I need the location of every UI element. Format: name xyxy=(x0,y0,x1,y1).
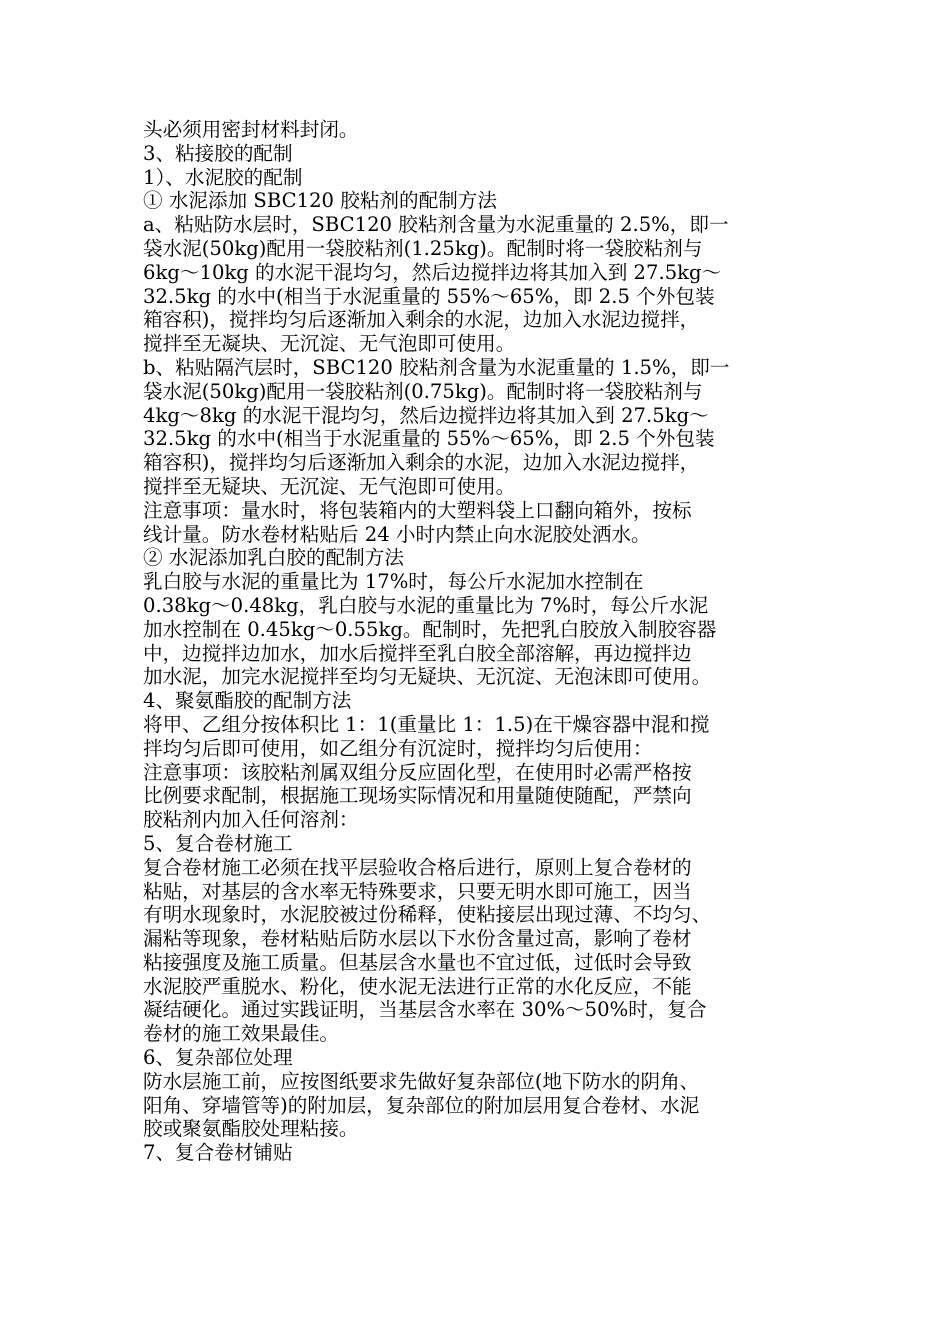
text-line: 箱容积)，搅拌均匀后逐渐加入剩余的水泥，边加入水泥边搅拌， xyxy=(143,308,700,332)
section-heading: 3、粘接胶的配制 xyxy=(143,141,293,165)
text-line: 将甲、乙组分按体积比 1：1(重量比 1：1.5)在干燥容器中混和搅 xyxy=(143,712,710,736)
method-heading: ① 水泥添加 SBC120 胶粘剂的配制方法 xyxy=(143,189,497,213)
note-line: 注意事项：该胶粘剂属双组分反应固化型，在使用时必需严格按 xyxy=(143,760,692,784)
subsection-heading: 1）、水泥胶的配制 xyxy=(143,165,303,189)
text-line: 复合卷材施工必须在找平层验收合格后进行，原则上复合卷材的 xyxy=(143,855,692,879)
text-line: 32.5kg 的水中(相当于水泥重量的 55%～65%，即 2.5 个外包装 xyxy=(143,427,715,451)
note-line: 比例要求配制，根据施工现场实际情况和用量随使随配，严禁向 xyxy=(143,784,692,808)
section-heading: 4、聚氨酯胶的配制方法 xyxy=(143,689,352,713)
text-line: 加水泥，加完水泥搅拌至均匀无疑块、无沉淀、无泡沫即可使用。 xyxy=(143,665,712,689)
text-line: 搅拌至无疑块、无沉淀、无气泡即可使用。 xyxy=(143,474,516,498)
text-line: 4kg～8kg 的水泥干混均匀，然后边搅拌边将其加入到 27.5kg～ xyxy=(143,403,709,427)
text-line: a、粘贴防水层时，SBC120 胶粘剂含量为水泥重量的 2.5%，即一 xyxy=(143,213,729,237)
section-heading: 5、复合卷材施工 xyxy=(143,831,293,855)
text-line: 水泥胶严重脱水、粉化，使水泥无法进行正常的水化反应，不能 xyxy=(143,974,692,998)
text-line: 0.38kg～0.48kg，乳白胶与水泥的重量比为 7%时，每公斤水泥 xyxy=(143,593,709,617)
note-line: 胶粘剂内加入任何溶剂： xyxy=(143,808,359,832)
text-line: 箱容积)，搅拌均匀后逐渐加入剩余的水泥，边加入水泥边搅拌， xyxy=(143,451,700,475)
text-line: 粘接强度及施工质量。但基层含水量也不宜过低，过低时会导致 xyxy=(143,950,692,974)
note-line: 注意事项：量水时，将包装箱内的大塑料袋上口翻向箱外，按标 xyxy=(143,498,692,522)
text-line: 袋水泥(50kg)配用一袋胶粘剂(1.25kg)。配制时将一袋胶粘剂与 xyxy=(143,236,703,260)
section-heading: 6、复杂部位处理 xyxy=(143,1046,293,1070)
note-line: 线计量。防水卷材粘贴后 24 小时内禁止向水泥胶处洒水。 xyxy=(143,522,651,546)
text-line: 袋水泥(50kg)配用一袋胶粘剂(0.75kg)。配制时将一袋胶粘剂与 xyxy=(143,379,703,403)
text-line: 防水层施工前，应按图纸要求先做好复杂部位(地下防水的阴角、 xyxy=(143,1069,700,1093)
method-heading: ② 水泥添加乳白胶的配制方法 xyxy=(143,546,404,570)
text-line: 搅拌至无凝块、无沉淀、无气泡即可使用。 xyxy=(143,332,516,356)
text-line: 粘贴，对基层的含水率无特殊要求，只要无明水即可施工，因当 xyxy=(143,879,692,903)
text-line: 加水控制在 0.45kg～0.55kg。配制时，先把乳白胶放入制胶容器 xyxy=(143,617,717,641)
text-line: 头必须用密封材料封闭。 xyxy=(143,118,359,141)
text-line: 6kg～10kg 的水泥干混均匀，然后边搅拌边将其加入到 27.5kg～ xyxy=(143,260,722,284)
section-heading: 7、复合卷材铺贴 xyxy=(143,1141,293,1165)
text-line: b、粘贴隔汽层时，SBC120 胶粘剂含量为水泥重量的 1.5%，即一 xyxy=(143,355,730,379)
text-line: 胶或聚氨酯胶处理粘接。 xyxy=(143,1117,359,1141)
text-line: 有明水现象时，水泥胶被过份稀释，使粘接层出现过薄、不均匀、 xyxy=(143,903,712,927)
text-line: 漏粘等现象，卷材粘贴后防水层以下水份含量过高，影响了卷材 xyxy=(143,927,692,951)
text-line: 凝结硬化。通过实践证明，当基层含水率在 30%～50%时，复合 xyxy=(143,998,707,1022)
text-line: 中，边搅拌边加水，加水后搅拌至乳白胶全部溶解，再边搅拌边 xyxy=(143,641,692,665)
text-line: 阳角、穿墙管等)的附加层，复杂部位的附加层用复合卷材、水泥 xyxy=(143,1093,700,1117)
text-line: 乳白胶与水泥的重量比为 17%时，每公斤水泥加水控制在 xyxy=(143,570,644,594)
document-body xyxy=(143,118,810,1165)
text-line: 32.5kg 的水中(相当于水泥重量的 55%～65%，即 2.5 个外包装 xyxy=(143,284,715,308)
text-line: 卷材的施工效果最佳。 xyxy=(143,1022,339,1046)
text-line: 拌均匀后即可使用，如乙组分有沉淀时，搅拌均匀后使用： xyxy=(143,736,653,760)
